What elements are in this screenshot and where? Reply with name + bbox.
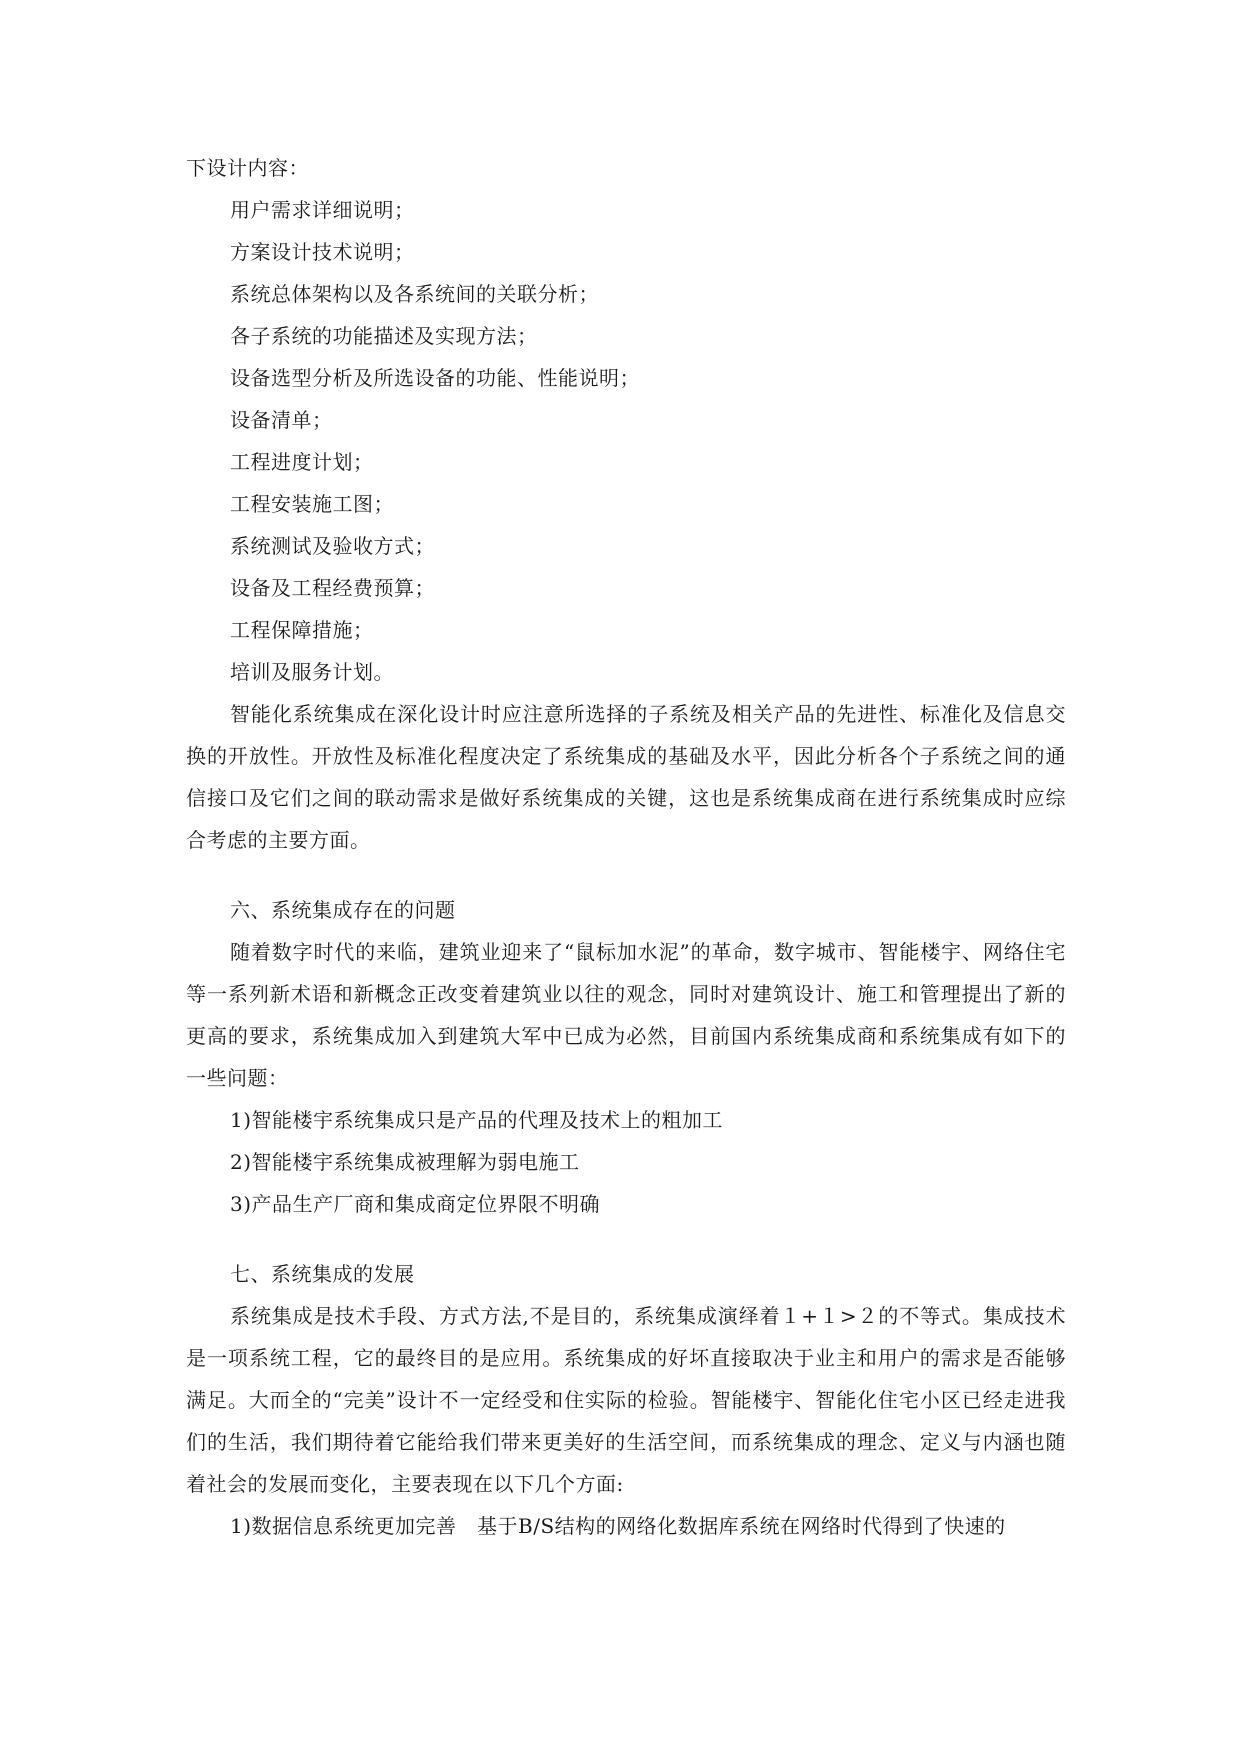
section-heading-7: 七、系统集成的发展 (230, 1262, 415, 1286)
document-body (186, 147, 1066, 1547)
integration-paragraph: 智能化系统集成在深化设计时应注意所选择的子系统及相关产品的先进性、标准化及信息交换的开放性。开放性及标准化程度决定了系统集成的基础及水平，因此分析各个子系统之间的通信接口及它们之间的联动需求是做好系统集成的关键，这也是系统集成商在进行系统集成时应综合考虑的主要方面。 (186, 702, 1066, 852)
list-item: 方案设计技术说明； (230, 240, 415, 264)
section-spacer (186, 1225, 1066, 1253)
list-item: 培训及服务计划。 (230, 660, 394, 684)
section-heading-6: 六、系统集成存在的问题 (230, 898, 456, 922)
list-item: 工程进度计划； (230, 450, 374, 474)
list-item: 设备清单； (230, 408, 333, 432)
list-item: 设备及工程经费预算； (230, 576, 435, 600)
list-item: 系统总体架构以及各系统间的关联分析； (230, 282, 599, 306)
list-item: 3)产品生产厂商和集成商定位界限不明确 (230, 1192, 601, 1216)
continuation-line: 下设计内容： (186, 156, 309, 180)
section-6-paragraph: 随着数字时代的来临，建筑业迎来了“鼠标加水泥”的革命，数字城市、智能楼宇、网络住宅等一系列新术语和新概念正改变着建筑业以往的观念，同时对建筑设计、施工和管理提出了新的更高的要求，系统集成加入到建筑大军中已成为必然，目前国内系统集成商和系统集成有如下的一些问题： (186, 940, 1066, 1090)
list-item: 工程安装施工图； (230, 492, 394, 516)
section-spacer (186, 861, 1066, 889)
design-items-list (186, 189, 1066, 693)
list-item: 用户需求详细说明； (230, 198, 415, 222)
list-item: 1)数据信息系统更加完善 基于B/S结构的网络化数据库系统在网络时代得到了快速的 (230, 1514, 1006, 1538)
list-item: 2)智能楼宇系统集成被理解为弱电施工 (230, 1150, 580, 1174)
list-item: 设备选型分析及所选设备的功能、性能说明； (230, 366, 640, 390)
list-item: 工程保障措施； (230, 618, 374, 642)
section-7-paragraph: 系统集成是技术手段、方式方法,不是目的，系统集成演绎着１+１>２的不等式。集成技术是一项系统工程，它的最终目的是应用。系统集成的好坏直接取决于业主和用户的需求是否能够满足。大而全的“完美”设计不一定经受和住实际的检验。智能楼宇、智能化住宅小区已经走进我们的生活，我们期待着它能给我们带来更美好的生活空间，而系统集成的理念、定义与内涵也随着社会的发展而变化，主要表现在以下几个方面: (186, 1304, 1066, 1496)
list-item: 系统测试及验收方式； (230, 534, 435, 558)
list-item: 1)智能楼宇系统集成只是产品的代理及技术上的粗加工 (230, 1108, 724, 1132)
list-item: 各子系统的功能描述及实现方法； (230, 324, 538, 348)
